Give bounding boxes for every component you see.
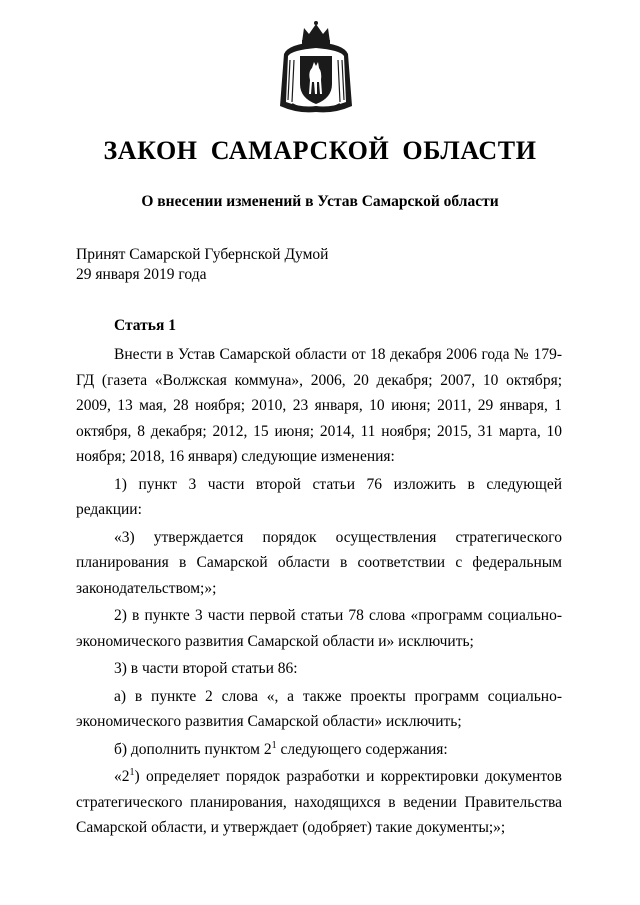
item-1: 1) пункт 3 части второй статьи 76 изложить в следующей редакции: <box>76 475 562 518</box>
item-3b-suffix: следующего содержания: <box>276 740 448 758</box>
item-2: 2) в пункте 3 части первой статьи 78 слова «программ социально-экономического развития Самарской области и» исключить; <box>76 607 562 650</box>
item-3b-superscript: 1 <box>271 739 277 751</box>
item-3b-quote-prefix: «2 <box>114 768 130 785</box>
adoption-body: Принят Самарской Губернской Думой <box>76 246 329 263</box>
article-body <box>76 342 562 841</box>
item-1-quote: «3) утверждается порядок осуществления стратегического планирования в Самарской области в соответствии с федеральным законодательством;»; <box>76 528 562 597</box>
item-3b <box>76 737 562 763</box>
article-intro: Внести в Устав Самарской области от 18 декабря 2006 года № 179-ГД (газета «Волжская коммуна», 2006, 20 декабря; 2007, 10 октября; 2009, 13 мая, 28 ноября; 2010, 23 января, 10 июня; 2011, 29 января, 1 октября, 8 декабря; 2012, 15 июня; 2014, 11 ноября; 2015, 31 марта, 10 ноября; 2018, 16 января) следующие изменения: <box>76 346 562 465</box>
adoption-date: 29 января 2019 года <box>76 266 207 283</box>
law-title: ЗАКОН САМАРСКОЙ ОБЛАСТИ <box>103 136 537 165</box>
item-3: 3) в части второй статьи 86: <box>114 660 298 677</box>
item-3b-prefix: б) дополнить пунктом 2 <box>114 740 272 758</box>
item-3a: а) в пункте 2 слова «, а также проекты программ социально-экономического развития Самарской области» исключить; <box>76 687 562 730</box>
item-3b-quote-suffix: ) определяет порядок разработки и корректировки документов стратегического планирования, находящихся в ведении Правительства Самарской области, и утверждает (одобряет) такие документы;»; <box>76 768 562 836</box>
samara-coat-of-arms-icon <box>278 20 354 116</box>
item-3b-quote-superscript: 1 <box>129 766 135 778</box>
article-heading: Статья 1 <box>114 317 176 334</box>
item-3b-quote <box>76 764 562 841</box>
adoption-info <box>76 245 328 285</box>
law-subtitle: О внесении изменений в Устав Самарской области <box>141 193 499 210</box>
